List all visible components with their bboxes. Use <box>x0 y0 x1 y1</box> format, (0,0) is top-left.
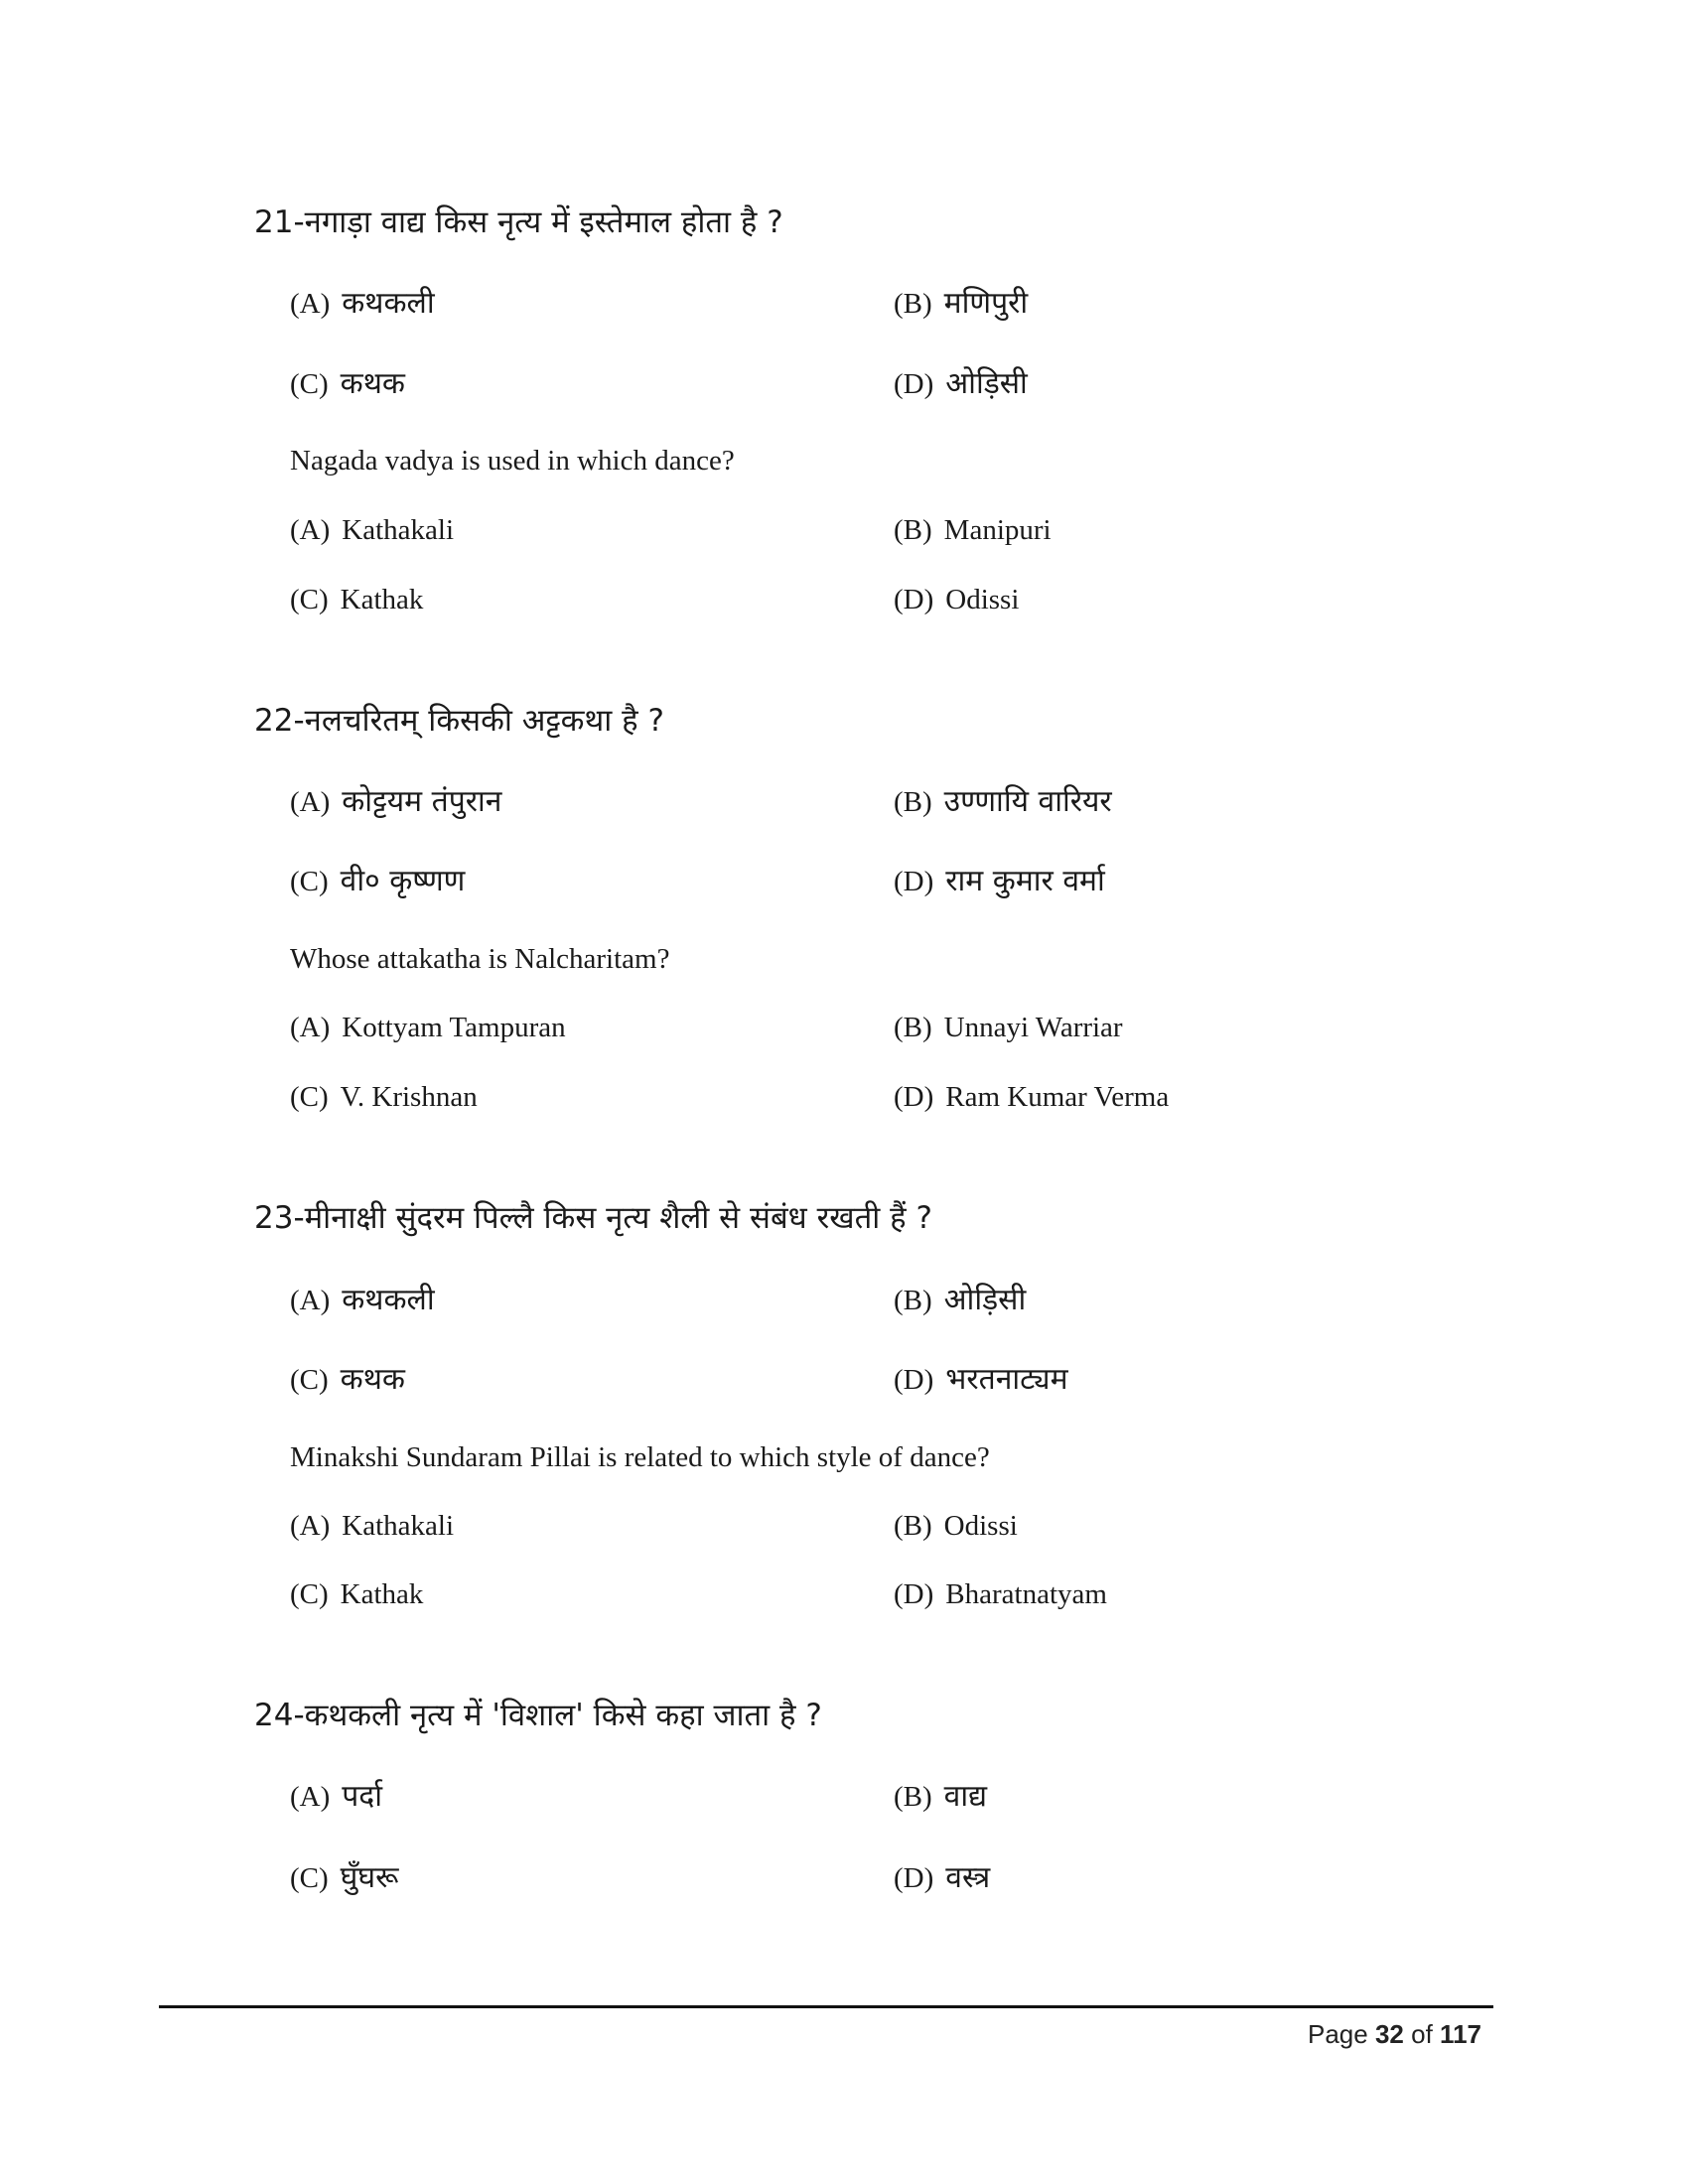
q22-hindi-option-d <box>894 862 1105 901</box>
question-23-english: Minakshi Sundaram Pillai is related to which style of dance? <box>290 1441 990 1473</box>
option-letter: (C) <box>290 1081 329 1113</box>
option-text: पर्दा <box>342 1779 383 1814</box>
option-letter: (B) <box>894 1012 932 1043</box>
option-text: Odissi <box>945 584 1020 615</box>
option-text: ओड़िसी <box>943 1283 1027 1317</box>
question-21-hindi: 21-नगाड़ा वाद्य किस नृत्य में इस्तेमाल होता है ? <box>254 205 783 240</box>
q21-hindi-option-b <box>894 284 1028 324</box>
option-text: Odissi <box>943 1510 1018 1542</box>
option-letter: (C) <box>290 584 329 615</box>
option-text: V. Krishnan <box>340 1081 478 1113</box>
option-letter: (D) <box>894 368 934 400</box>
q23-hindi-option-b <box>894 1281 1026 1320</box>
option-text: कथक <box>340 366 405 401</box>
option-text: Kathak <box>340 584 424 615</box>
option-letter: (C) <box>290 1578 329 1610</box>
option-text: वी० कृष्णण <box>340 864 466 898</box>
q22-hindi-option-a <box>290 782 501 822</box>
q23-hindi-option-c <box>290 1360 405 1400</box>
q23-hindi-option-d <box>894 1360 1068 1400</box>
option-text: Ram Kumar Verma <box>945 1081 1170 1113</box>
q21-english-option-a <box>290 510 454 550</box>
q23-english-option-b <box>894 1506 1018 1546</box>
option-letter: (C) <box>290 1364 329 1396</box>
q23-english-option-a <box>290 1506 454 1546</box>
option-text: Unnayi Warriar <box>943 1012 1123 1043</box>
option-letter: (D) <box>894 866 934 897</box>
page-word: Page <box>1308 2019 1368 2049</box>
option-text: कथक <box>340 1362 405 1397</box>
option-letter: (D) <box>894 1364 934 1396</box>
q24-hindi-option-d <box>894 1858 990 1898</box>
option-text: कथकली <box>342 286 435 321</box>
option-letter: (B) <box>894 1510 932 1542</box>
q22-hindi-option-c <box>290 862 465 901</box>
option-text: भरतनाट्यम <box>945 1362 1068 1397</box>
option-letter: (A) <box>290 288 331 320</box>
question-22-english: Whose attakatha is Nalcharitam? <box>290 943 670 975</box>
option-text: उण्णायि वारियर <box>943 784 1112 819</box>
page-number <box>1308 2017 1481 2051</box>
option-letter: (D) <box>894 1578 934 1610</box>
option-letter: (A) <box>290 514 331 546</box>
option-letter: (D) <box>894 1081 934 1113</box>
option-text: कोट्टयम तंपुरान <box>342 784 502 819</box>
option-letter: (B) <box>894 288 932 320</box>
option-letter: (A) <box>290 1285 331 1316</box>
q21-english-option-d <box>894 580 1019 619</box>
option-text: वाद्य <box>943 1779 988 1814</box>
current-page-number: 32 <box>1374 2019 1404 2049</box>
option-letter: (C) <box>290 1862 329 1894</box>
option-text: मणिपुरी <box>943 286 1029 321</box>
q22-english-option-a <box>290 1008 566 1047</box>
of-word: of <box>1411 2019 1433 2049</box>
q21-english-option-c <box>290 580 423 619</box>
q23-english-option-c <box>290 1574 423 1614</box>
q22-hindi-option-b <box>894 782 1112 822</box>
option-letter: (B) <box>894 1285 932 1316</box>
question-23-hindi: 23-मीनाक्षी सुंदरम पिल्लै किस नृत्य शैली से संबंध रखती हैं ? <box>254 1200 932 1236</box>
option-letter: (B) <box>894 1781 932 1813</box>
q24-hindi-option-c <box>290 1858 398 1898</box>
q24-hindi-option-b <box>894 1777 987 1817</box>
q23-english-option-d <box>894 1574 1107 1614</box>
q24-hindi-option-a <box>290 1777 382 1817</box>
option-letter: (A) <box>290 1012 331 1043</box>
q21-hindi-option-a <box>290 284 435 324</box>
option-text: Kathakali <box>342 514 454 546</box>
option-letter: (A) <box>290 1781 331 1813</box>
option-text: Manipuri <box>943 514 1052 546</box>
footer-divider <box>159 2005 1493 2008</box>
option-letter: (D) <box>894 1862 934 1894</box>
q22-english-option-c <box>290 1077 478 1117</box>
q22-english-option-b <box>894 1008 1123 1047</box>
option-letter: (B) <box>894 786 932 818</box>
total-page-count: 117 <box>1440 2019 1481 2049</box>
option-letter: (A) <box>290 786 331 818</box>
option-text: राम कुमार वर्मा <box>945 864 1105 898</box>
option-text: Kathakali <box>342 1510 454 1542</box>
question-24-hindi: 24-कथकली नृत्य में 'विशाल' किसे कहा जाता है ? <box>254 1698 822 1733</box>
q21-hindi-option-c <box>290 364 405 404</box>
question-22-hindi: 22-नलचरितम् किसकी अट्टकथा है ? <box>254 703 664 739</box>
q23-hindi-option-a <box>290 1281 435 1320</box>
option-text: Bharatnatyam <box>945 1578 1107 1610</box>
q22-english-option-d <box>894 1077 1169 1117</box>
option-text: Kathak <box>340 1578 424 1610</box>
option-letter: (C) <box>290 866 329 897</box>
option-letter: (B) <box>894 514 932 546</box>
option-text: ओड़िसी <box>945 366 1028 401</box>
option-letter: (C) <box>290 368 329 400</box>
option-text: Kottyam Tampuran <box>342 1012 566 1043</box>
option-text: वस्त्र <box>945 1860 991 1895</box>
question-21-english: Nagada vadya is used in which dance? <box>290 445 735 477</box>
q21-english-option-b <box>894 510 1052 550</box>
option-text: कथकली <box>342 1283 435 1317</box>
option-letter: (D) <box>894 584 934 615</box>
option-letter: (A) <box>290 1510 331 1542</box>
q21-hindi-option-d <box>894 364 1028 404</box>
option-text: घुँघरू <box>340 1860 399 1895</box>
